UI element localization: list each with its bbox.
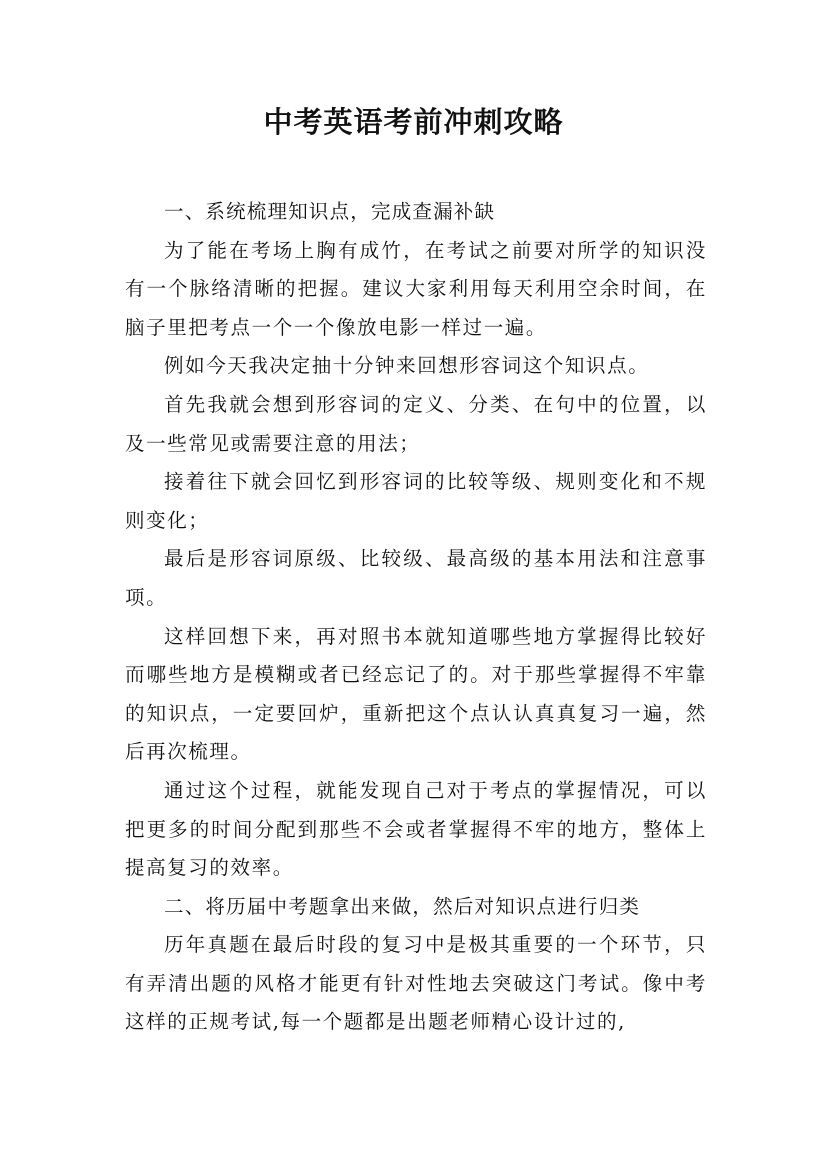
document-title: 中考英语考前冲刺攻略 bbox=[263, 105, 564, 139]
paragraph: 为了能在考场上胸有成竹，在考试之前要对所学的知识没有一个脉络清晰的把握。建议大家利用每天利用空余时间，在脑子里把考点一个一个像放电影一样过一遍。 bbox=[125, 238, 707, 339]
paragraph: 通过这个过程，就能发现自己对于考点的掌握情况，可以把更多的时间分配到那些不会或者掌握得不牢的地方，整体上提高复习的效率。 bbox=[125, 778, 707, 880]
document-body bbox=[125, 193, 707, 1042]
paragraph: 这样回想下来，再对照书本就知道哪些地方掌握得比较好而哪些地方是模糊或者已经忘记了的。对于那些掌握得不牢靠的知识点，一定要回炉，重新把这个点认认真真复习一遍，然后再次梳理。 bbox=[125, 624, 707, 764]
paragraph: 例如今天我决定抽十分钟来回想形容词这个知识点。 bbox=[164, 354, 650, 378]
section-heading-1: 一、系统梳理知识点，完成查漏补缺 bbox=[164, 200, 496, 223]
paragraph: 历年真题在最后时段的复习中是极其重要的一个环节，只有弄清出题的风格才能更有针对性地去突破这门考试。像中考这样的正规考试,每一个题都是出题老师精心设计过的, bbox=[125, 933, 707, 1034]
paragraph: 最后是形容词原级、比较级、最高级的基本用法和注意事项。 bbox=[125, 547, 707, 609]
section-heading-2: 二、将历届中考题拿出来做，然后对知识点进行归类 bbox=[164, 894, 641, 918]
paragraph: 首先我就会想到形容词的定义、分类、在句中的位置，以及一些常见或需要注意的用法； bbox=[125, 392, 707, 455]
paragraph: 接着往下就会回忆到形容词的比较等级、规则变化和不规则变化； bbox=[125, 470, 707, 532]
